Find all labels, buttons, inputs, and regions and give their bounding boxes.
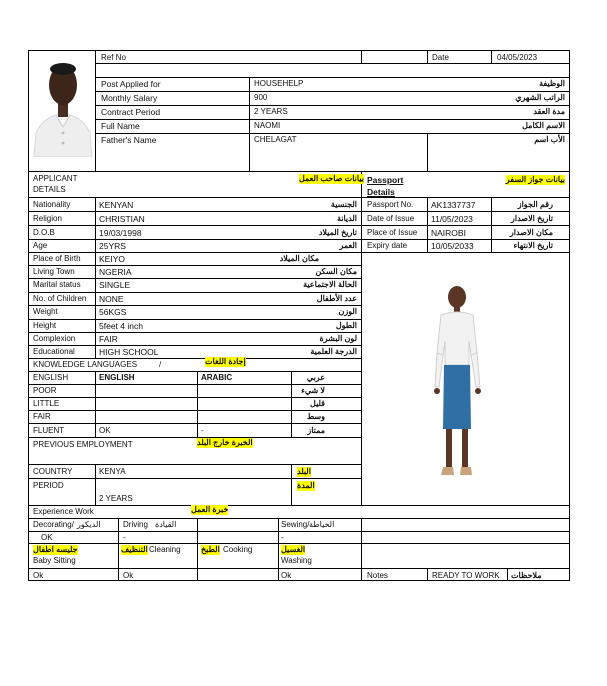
- divider: [427, 568, 428, 581]
- divider: [29, 358, 361, 359]
- living-town-ar: مكان السكن: [315, 267, 357, 276]
- father-name-value: CHELAGAT: [254, 135, 297, 144]
- languages-title: KNOWLEDGE LANGUAGES: [33, 360, 138, 369]
- divider: [118, 518, 119, 581]
- skill-sewing-value: -: [281, 533, 284, 542]
- divider: [29, 568, 570, 569]
- living-town-value: NGERIA: [99, 267, 132, 277]
- skill-driving-ar: القيادة: [155, 520, 177, 529]
- divider: [95, 77, 570, 78]
- washing-label: Washing: [281, 556, 312, 565]
- expiry-date-label: Expiry date: [367, 241, 408, 250]
- cleaning-ar: التنظيف: [121, 545, 148, 554]
- divider: [491, 51, 492, 63]
- living-town-label: Living Town: [33, 267, 75, 276]
- divider: [29, 278, 361, 279]
- religion-value: CHRISTIAN: [99, 214, 145, 224]
- notes-label: Notes: [367, 571, 388, 580]
- complexion-ar: لون البشرة: [319, 334, 357, 343]
- divider: [361, 51, 362, 63]
- ref-no-label: Ref No: [101, 53, 126, 62]
- lang-row-english-label: ENGLISH: [33, 373, 69, 382]
- applicant-title-line2: DETAILS: [33, 185, 66, 194]
- expiry-date-ar: تاريخ الانتهاء: [513, 241, 553, 250]
- expiry-date-value: 10/05/2033: [431, 241, 474, 251]
- children-value: NONE: [99, 294, 124, 304]
- marital-status-value: SINGLE: [99, 280, 131, 290]
- divider: [29, 543, 570, 544]
- notes-ar: ملاحظات: [511, 571, 542, 580]
- weight-label: Weight: [33, 307, 58, 316]
- divider: [29, 225, 570, 226]
- divider: [29, 371, 361, 372]
- lang-fluent-arabic: -: [201, 426, 204, 435]
- passport-no-ar: رقم الجواز: [517, 200, 553, 209]
- divider: [29, 384, 361, 385]
- lang-row-little-ar: قليل: [310, 399, 325, 408]
- age-value: 25YRS: [99, 241, 126, 251]
- employment-title: PREVIOUS EMPLOYMENT: [33, 440, 133, 449]
- lang-fluent-english: OK: [99, 426, 111, 435]
- age-ar: العمر: [339, 241, 357, 250]
- place-of-birth-label: Place of Birth: [33, 254, 81, 263]
- date-label: Date: [432, 53, 449, 62]
- dob-label: D.O.B: [33, 228, 55, 237]
- divider: [427, 51, 428, 63]
- employment-title-ar: الخبرة خارج البلد: [197, 438, 253, 447]
- lang-col-english: ENGLISH: [99, 373, 135, 382]
- skill-decorating-value: OK: [41, 533, 53, 542]
- religion-label: Religion: [33, 214, 62, 223]
- skill-sewing-ar: الخياطة: [309, 520, 335, 529]
- post-applied-value: HOUSEHELP: [254, 79, 304, 88]
- children-ar: عدد الأطفال: [316, 294, 357, 303]
- lang-row-english-ar: عربي: [306, 373, 325, 382]
- skill-driving-value: -: [123, 533, 126, 542]
- experience-title: Experience Work: [33, 507, 94, 516]
- full-name-ar: الاسم الكامل: [522, 121, 565, 130]
- skill-driving-label: Driving: [123, 520, 148, 529]
- divider: [507, 568, 508, 581]
- skill-decorating-ar: الديكور: [77, 520, 101, 529]
- divider: [29, 239, 570, 240]
- nationality-label: Nationality: [33, 200, 71, 209]
- applicant-headshot-photo: [32, 53, 94, 157]
- lang-row-poor-ar: لا شيء: [301, 386, 325, 395]
- notes-value: READY TO WORK: [432, 571, 500, 580]
- babysitting-label: Baby Sitting: [33, 556, 76, 565]
- passport-no-value: AK1337737: [431, 200, 476, 210]
- date-of-issue-value: 11/05/2023: [431, 214, 473, 224]
- divider: [291, 371, 292, 437]
- skill-sewing-label: Sewing/: [281, 520, 310, 529]
- applicant-title-ar: بيانات صاحب العمل: [299, 174, 364, 183]
- nationality-value: KENYAN: [99, 200, 134, 210]
- full-name-label: Full Name: [101, 121, 140, 131]
- divider: [29, 197, 570, 198]
- height-value: 5feet 4 inch: [99, 321, 143, 331]
- post-applied-label: Post Applied for: [101, 79, 161, 89]
- divider: [361, 358, 362, 505]
- divider: [361, 171, 362, 358]
- complexion-value: FAIR: [99, 334, 118, 344]
- lang-row-little-label: LITTLE: [33, 399, 60, 408]
- divider: [95, 91, 570, 92]
- divider: [29, 171, 570, 172]
- contract-period-value: 2 YEARS: [254, 107, 288, 116]
- divider: [29, 292, 361, 293]
- divider: [29, 478, 361, 479]
- lang-row-fluent-label: FLUENT: [33, 426, 65, 435]
- washing-ar: الغسيل: [281, 545, 306, 554]
- monthly-salary-ar: الراتب الشهري: [515, 93, 565, 102]
- education-ar: الدرجة العلمية: [310, 347, 357, 356]
- skill-decorating-label: Decorating/: [33, 520, 74, 529]
- father-name-ar: الأب اسم: [534, 135, 565, 144]
- monthly-salary-label: Monthly Salary: [101, 93, 158, 103]
- weight-value: 56KGS: [99, 307, 127, 317]
- lang-row-fair-ar: وسط: [306, 412, 325, 421]
- country-label: COUNTRY: [33, 467, 73, 476]
- divider: [249, 77, 250, 171]
- divider: [29, 305, 361, 306]
- divider: [197, 518, 198, 581]
- weight-ar: الوزن: [338, 307, 357, 316]
- divider: [427, 133, 428, 171]
- divider: [29, 464, 361, 465]
- languages-slash: /: [159, 360, 162, 369]
- divider: [29, 410, 361, 411]
- divider: [95, 51, 96, 171]
- divider: [95, 133, 570, 134]
- divider: [278, 518, 279, 581]
- father-name-label: Father's Name: [101, 135, 157, 145]
- languages-title-ar: إجادة اللغات: [205, 357, 246, 366]
- period-label: PERIOD: [33, 481, 64, 490]
- period-value: 2 YEARS: [99, 494, 133, 503]
- lang-col-arabic: ARABIC: [201, 373, 233, 382]
- passport-title-line1: Passport: [367, 175, 404, 185]
- dob-value: 19/03/1998: [99, 228, 142, 238]
- nationality-ar: الجنسية: [330, 200, 357, 209]
- washing-value: Ok: [281, 571, 292, 580]
- cleaning-value: Ok: [123, 571, 134, 580]
- post-applied-ar: الوظيفة: [539, 79, 565, 88]
- full-name-value: NAOMI: [254, 121, 281, 130]
- divider: [29, 531, 570, 532]
- divider: [29, 505, 570, 506]
- application-form: [28, 50, 570, 581]
- divider: [95, 63, 570, 64]
- applicant-full-body-photo: [425, 283, 491, 489]
- country-ar: البلد: [297, 467, 311, 476]
- contract-period-label: Contract Period: [101, 107, 161, 117]
- passport-title-ar: بيانات جواز السفر: [505, 175, 565, 184]
- monthly-salary-value: 900: [254, 93, 268, 102]
- divider: [29, 332, 361, 333]
- place-of-birth-value: KEIYO: [99, 254, 125, 264]
- dob-ar: تاريخ الميلاد: [318, 228, 357, 237]
- place-of-issue-ar: مكان الاصدار: [509, 228, 553, 237]
- children-label: No. of Children: [33, 294, 87, 303]
- complexion-label: Complexion: [33, 334, 76, 343]
- place-of-birth-ar: مكان الميلاد: [279, 254, 319, 263]
- applicant-title-line1: APPLICANT: [33, 174, 78, 183]
- divider: [197, 371, 198, 437]
- country-value: KENYA: [99, 467, 126, 476]
- place-of-issue-label: Place of Issue: [367, 228, 418, 237]
- lang-row-fair-label: FAIR: [33, 412, 51, 421]
- education-label: Educational: [33, 347, 75, 356]
- marital-status-ar: الحالة الاجتماعية: [303, 280, 357, 289]
- divider: [29, 423, 361, 424]
- age-label: Age: [33, 241, 48, 250]
- divider: [29, 265, 361, 266]
- height-ar: الطول: [335, 321, 357, 330]
- cleaning-label: Cleaning: [149, 545, 181, 554]
- date-of-issue-ar: تاريخ الاصدار: [510, 214, 553, 223]
- babysitting-ar: جليسه اطفال: [33, 545, 78, 554]
- cooking-ar: الطبخ: [201, 545, 220, 554]
- cooking-label: Cooking: [223, 545, 253, 554]
- height-label: Height: [33, 321, 57, 330]
- place-of-issue-value: NAIROBI: [431, 228, 466, 238]
- divider: [29, 211, 570, 212]
- religion-ar: الديانة: [336, 214, 357, 223]
- divider: [29, 252, 570, 253]
- divider: [361, 518, 362, 581]
- divider: [29, 397, 361, 398]
- date-value: 04/05/2023: [497, 53, 538, 62]
- passport-title-line2: Details: [367, 187, 395, 197]
- lang-row-fluent-ar: ممتاز: [307, 426, 325, 435]
- divider: [29, 319, 361, 320]
- divider: [29, 345, 361, 346]
- contract-period-ar: مدة العقد: [533, 107, 565, 116]
- marital-status-label: Marital status: [33, 280, 81, 289]
- education-value: HIGH SCHOOL: [99, 347, 159, 357]
- divider: [95, 197, 96, 358]
- divider: [427, 197, 428, 252]
- divider: [95, 105, 570, 106]
- divider: [95, 464, 96, 505]
- period-ar: المدة: [297, 481, 315, 490]
- divider: [29, 437, 361, 438]
- divider: [291, 464, 292, 505]
- divider: [95, 119, 570, 120]
- divider: [29, 518, 570, 519]
- passport-no-label: Passport No.: [367, 200, 414, 209]
- lang-row-poor-label: POOR: [33, 386, 57, 395]
- experience-title-ar: خبرة العمل: [191, 505, 229, 514]
- divider: [491, 197, 492, 252]
- divider: [95, 371, 96, 437]
- babysitting-value: Ok: [33, 571, 44, 580]
- date-of-issue-label: Date of Issue: [367, 214, 415, 223]
